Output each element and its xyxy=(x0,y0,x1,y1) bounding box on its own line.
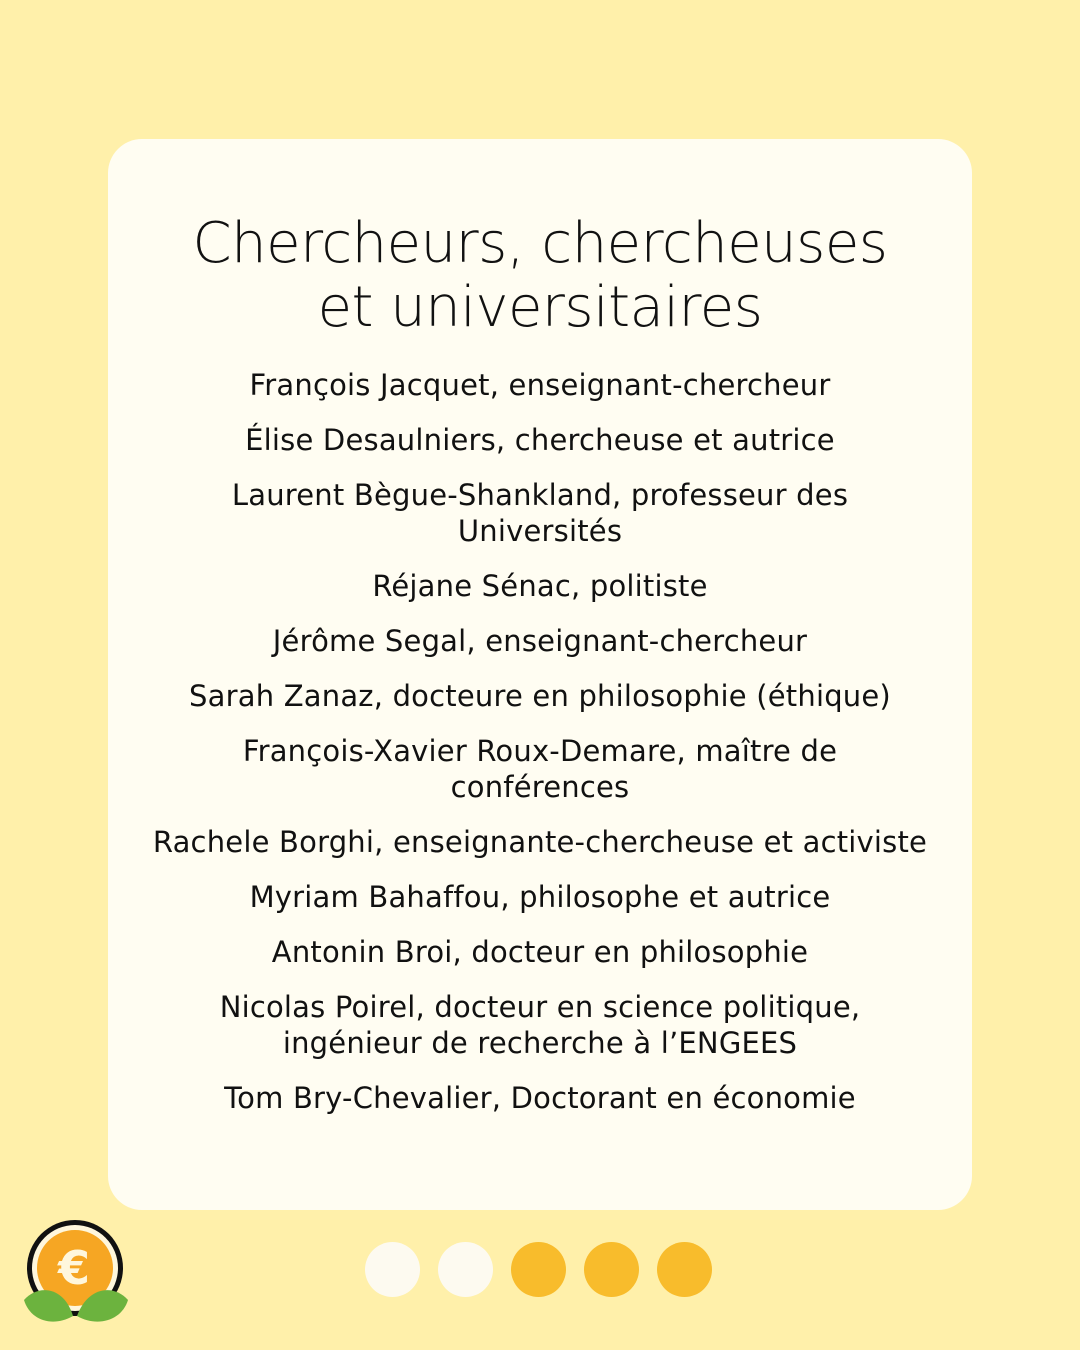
pagination-dot-4[interactable] xyxy=(584,1242,639,1297)
list-item: Myriam Bahaffou, philosophe et autrice xyxy=(249,880,831,914)
people-list xyxy=(150,367,930,1135)
list-item: Jérôme Segal, enseignant-chercheur xyxy=(272,624,808,658)
list-item: Élise Desaulniers, chercheuse et autrice xyxy=(245,423,835,457)
euro-symbol: € xyxy=(57,1241,91,1295)
title-line-2: et universitaires xyxy=(317,275,763,340)
list-item: Rachele Borghi, enseignante-chercheuse et activiste xyxy=(152,825,928,859)
list-item: Antonin Broi, docteur en philosophie xyxy=(271,935,809,969)
page-title xyxy=(0,212,1080,340)
list-item: François-Xavier Roux-Demare, maître de conférences xyxy=(242,734,838,804)
list-item: François Jacquet, enseignant-chercheur xyxy=(249,368,831,402)
pagination-dot-1[interactable] xyxy=(365,1242,420,1297)
list-item: Nicolas Poirel, docteur en science politique, ingénieur de recherche à l’ENGEES xyxy=(219,990,861,1060)
title-line-1: Chercheurs, chercheuses xyxy=(192,211,888,276)
pagination-dot-5[interactable] xyxy=(657,1242,712,1297)
list-item: Laurent Bègue-Shankland, professeur des Universités xyxy=(231,478,849,548)
pagination-dots xyxy=(365,1242,712,1297)
euro-sprout-icon xyxy=(22,1218,130,1330)
list-item: Tom Bry-Chevalier, Doctorant en économie xyxy=(224,1081,856,1115)
pagination-dot-3[interactable] xyxy=(511,1242,566,1297)
pagination-dot-2[interactable] xyxy=(438,1242,493,1297)
list-item: Sarah Zanaz, docteure en philosophie (éthique) xyxy=(189,679,891,713)
list-item: Réjane Sénac, politiste xyxy=(372,569,708,603)
